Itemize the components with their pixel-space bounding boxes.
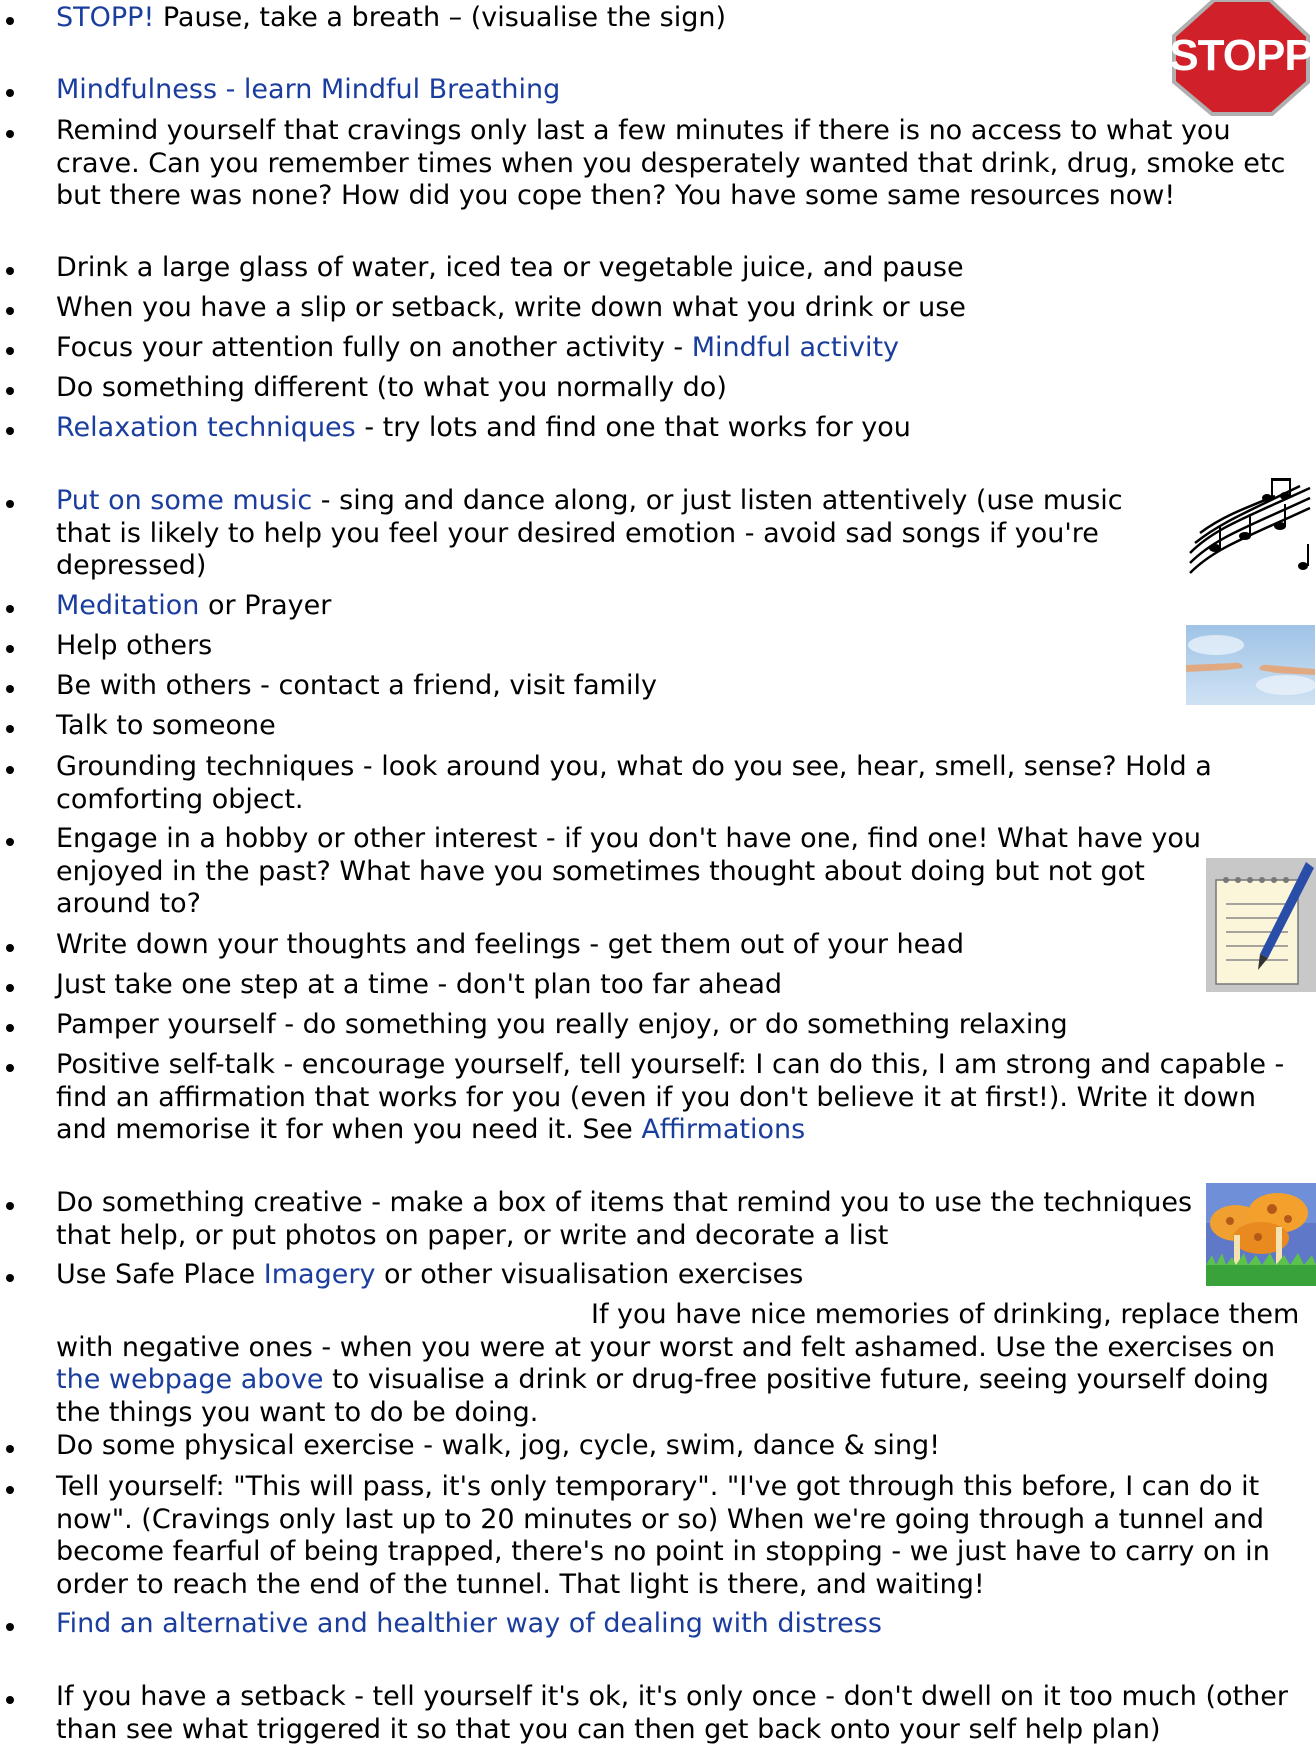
- item-text: Talk to someone: [56, 710, 276, 741]
- item-text: Focus your attention fully on another activity -: [56, 332, 692, 363]
- item-text: Do some physical exercise - walk, jog, cycle, swim, dance & sing!: [56, 1430, 941, 1461]
- bullet: [6, 17, 14, 25]
- bullet: [6, 267, 14, 275]
- list-item: [56, 115, 1301, 213]
- webpage-above-link[interactable]: the webpage above: [56, 1364, 324, 1395]
- list-item: [56, 1049, 1306, 1147]
- stopp-link[interactable]: STOPP!: [56, 2, 155, 33]
- bullet: [6, 1623, 14, 1631]
- item-text: Positive self-talk - encourage yourself, tell yourself: I can do this, I am strong and capable - find an affirmation that works for you (even if you don't believe it at first!). Write it down and memorise it for when you need it. See: [56, 1049, 1285, 1145]
- list-item: [56, 670, 1156, 703]
- bullet: [6, 500, 14, 508]
- bullet: [6, 1202, 14, 1210]
- item-text: Do something different (to what you normally do): [56, 372, 727, 403]
- item-text: - sing and dance along, or just listen attentively (use music that is likely to help you feel your desired emotion - avoid sad songs if you're depressed): [56, 485, 1123, 581]
- bullet: [6, 645, 14, 653]
- music-link[interactable]: Put on some music: [56, 485, 313, 516]
- bullet: [6, 944, 14, 952]
- item-text: - try lots and find one that works for you: [355, 412, 911, 443]
- bullet: [6, 387, 14, 395]
- list-item: [56, 630, 1156, 663]
- list-item: [56, 485, 1156, 583]
- item-text: Help others: [56, 630, 213, 661]
- list-item: [56, 823, 1231, 921]
- bullet: [6, 427, 14, 435]
- item-text: Use Safe Place: [56, 1259, 264, 1290]
- bullet: [6, 1274, 14, 1282]
- imagery-link[interactable]: Imagery: [263, 1259, 376, 1290]
- item-text: Be with others - contact a friend, visit family: [56, 670, 657, 701]
- list-item: [56, 929, 1196, 962]
- meditation-link[interactable]: Meditation: [56, 590, 200, 621]
- list-item: [56, 1430, 1306, 1463]
- stop-sign-image: [1168, 0, 1316, 118]
- bullet: [6, 766, 14, 774]
- item-text: Write down your thoughts and feelings - get them out of your head: [56, 929, 964, 960]
- item-text: Grounding techniques - look around you, what do you see, hear, smell, sense? Hold a comforting object.: [56, 751, 1212, 815]
- bullet: [6, 685, 14, 693]
- bullet: [6, 307, 14, 315]
- list-item: [56, 1009, 1301, 1042]
- list-item: [56, 412, 1301, 445]
- list-item: [56, 1608, 1306, 1641]
- list-item: [56, 2, 1156, 35]
- item-text: Tell yourself: "This will pass, it's only temporary". "I've got through this before, I can do it now". (Cravings only last up to 20 minutes or so) When we're going through a tunnel and become fearful of being trapped, there's no point in stopping - we just have to carry on in order to reach the end of the tunnel. That light is there, and waiting!: [56, 1471, 1270, 1600]
- alternative-way-link[interactable]: Find an alternative and healthier way of dealing with distress: [56, 1608, 882, 1639]
- bullet: [6, 89, 14, 97]
- item-text: If you have a setback - tell yourself it's ok, it's only once - don't dwell on it too much (other than see what triggered it so that you can then get back onto your self help plan): [56, 1681, 1288, 1745]
- item-text: or other visualisation exercises: [375, 1259, 804, 1290]
- bullet: [6, 347, 14, 355]
- list-item: [56, 1471, 1306, 1601]
- list-item: [56, 1187, 1206, 1252]
- item-text: Engage in a hobby or other interest - if you don't have one, find one! What have you enjoyed in the past? What have you sometimes thought about doing but not got around to?: [56, 823, 1202, 919]
- list-item: [56, 751, 1256, 816]
- list-item: [56, 1681, 1306, 1746]
- bullet: [6, 838, 14, 846]
- item-text: or Prayer: [199, 590, 332, 621]
- mindful-breathing-link[interactable]: Mindfulness - learn Mindful Breathing: [56, 74, 561, 105]
- list-item: [56, 252, 1301, 285]
- list-item: [56, 372, 1301, 405]
- item-text: Do something creative - make a box of items that remind you to use the techniques that help, or put photos on paper, or write and decorate a list: [56, 1187, 1193, 1251]
- list-item: [56, 332, 1301, 365]
- bullet: [6, 984, 14, 992]
- bullet: [6, 1024, 14, 1032]
- bullet: [6, 725, 14, 733]
- bullet: [6, 1064, 14, 1072]
- item-text: When you have a slip or setback, write down what you drink or use: [56, 292, 966, 323]
- list-item: [56, 590, 1156, 623]
- bullet: [6, 605, 14, 613]
- affirmations-link[interactable]: Affirmations: [641, 1114, 806, 1145]
- list-item: [56, 710, 1156, 743]
- imagery-paragraph: [56, 1299, 1306, 1429]
- list-item: [56, 292, 1301, 325]
- bullet: [6, 1696, 14, 1704]
- music-notes-image: [1185, 478, 1315, 578]
- list-item: [56, 74, 1156, 107]
- item-text: Drink a large glass of water, iced tea or vegetable juice, and pause: [56, 252, 964, 283]
- paragraph-text: to visualise a drink or drug-free positive future, seeing yourself doing the things you want to do be doing.: [56, 1364, 1269, 1428]
- relaxation-techniques-link[interactable]: Relaxation techniques: [56, 412, 356, 443]
- bullet: [6, 1486, 14, 1494]
- list-item: [56, 1259, 1206, 1292]
- stop-sign-text: STOPP: [1169, 31, 1313, 80]
- bullet: [6, 130, 14, 138]
- item-text: Pause, take a breath – (visualise the sign): [154, 2, 726, 33]
- bullet: [6, 1445, 14, 1453]
- item-text: Just take one step at a time - don't plan too far ahead: [56, 969, 783, 1000]
- paragraph-text: If you have nice memories of drinking, replace them with negative ones - when you were at your worst and felt ashamed. Use the exercises on: [56, 1299, 1300, 1363]
- item-text: Remind yourself that cravings only last a few minutes if there is no access to what you crave. Can you remember times when you desperately wanted that drink, drug, smoke etc but there was none? How did you cope then? You have some same resources now!: [56, 115, 1286, 211]
- mushroom-landscape-image: [1206, 1183, 1316, 1286]
- mindful-activity-link[interactable]: Mindful activity: [691, 332, 900, 363]
- list-item: [56, 969, 1196, 1002]
- reaching-hands-image: [1186, 625, 1315, 705]
- item-text: Pamper yourself - do something you really enjoy, or do something relaxing: [56, 1009, 1068, 1040]
